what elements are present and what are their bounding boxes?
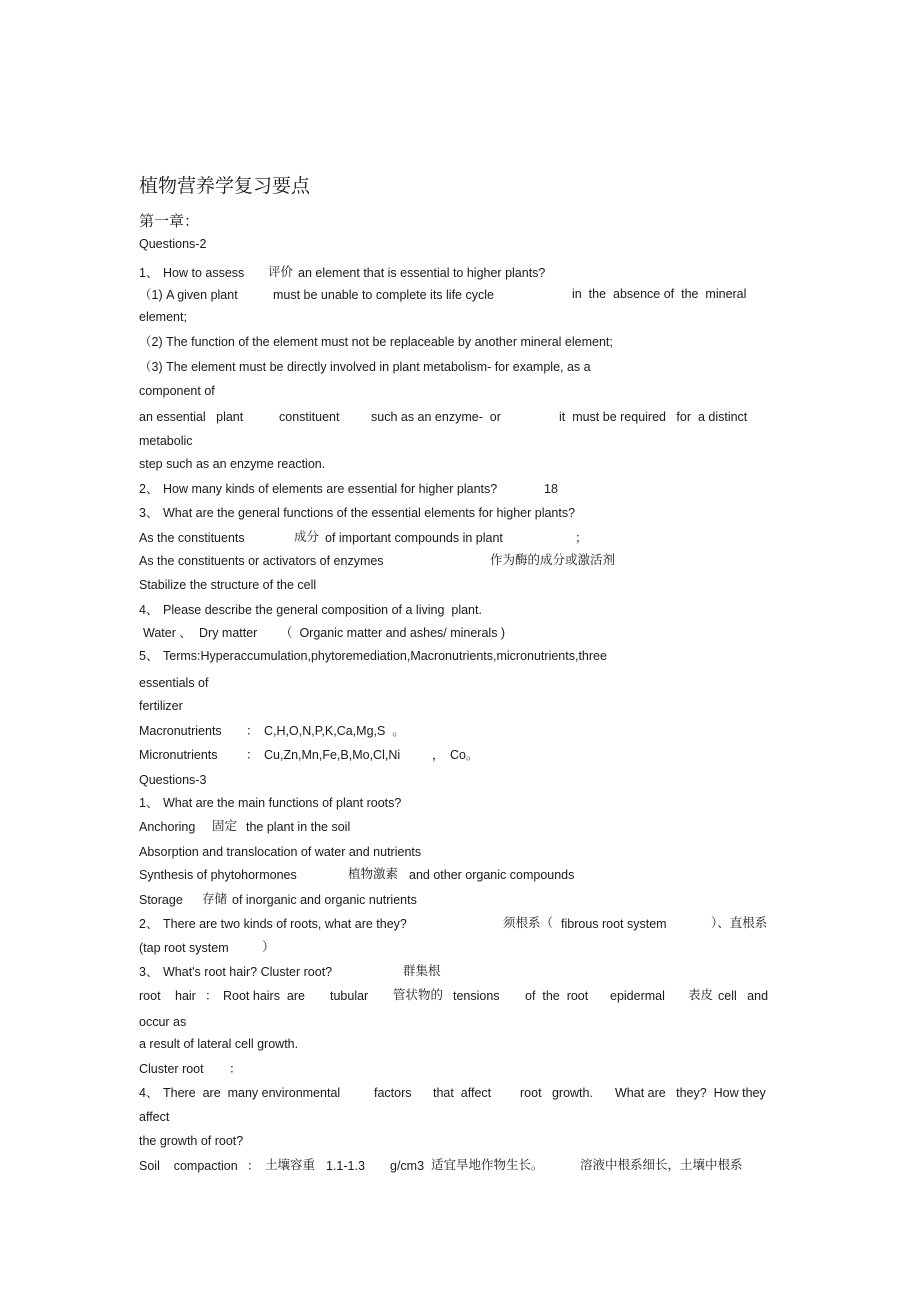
answer-text: in the absence of the mineral: [572, 287, 747, 301]
separator: ：: [229, 1062, 242, 1076]
answer-text: constituent: [279, 410, 340, 424]
answer-label: Cluster root: [139, 1062, 204, 1076]
chinese-gloss: 植物激素: [348, 866, 399, 881]
answer-text: epidermal: [610, 989, 665, 1003]
question-text: What are the main functions of plant roots?: [163, 796, 402, 810]
question-text: that affect: [433, 1086, 492, 1100]
answer-text: Dry matter: [199, 626, 258, 640]
separator: ：: [247, 1159, 260, 1173]
answer-text: step such as an enzyme reaction.: [139, 457, 326, 471]
separator: ，: [432, 748, 445, 762]
question-text: What's root hair? Cluster root?: [163, 965, 333, 979]
answer-text: ）: [262, 939, 275, 954]
answer-text: the plant in the soil: [246, 820, 351, 834]
answer-text: （2) The function of the element must not be replaceable by another mineral element;: [139, 335, 613, 349]
answer-label: Micronutrients: [139, 748, 218, 762]
answer-text: of inorganic and organic nutrients: [232, 893, 417, 907]
answer-text: a result of lateral cell growth.: [139, 1037, 299, 1051]
answer-text: tensions: [453, 989, 500, 1003]
answer-text: occur as: [139, 1015, 187, 1029]
question-number: 4、: [139, 1086, 159, 1100]
chinese-gloss: 作为酶的成分或激活剂: [490, 552, 616, 567]
answer-text: it must be required for a distinct: [559, 410, 748, 424]
question-text: root growth.: [520, 1086, 593, 1100]
doc-title: 植物营养学复习要点: [139, 175, 311, 197]
question-text: fertilizer: [139, 699, 183, 713]
answer-label: Macronutrients: [139, 724, 222, 738]
answer-text: Storage: [139, 893, 183, 907]
answer-text: 1.1-1.3: [326, 1159, 365, 1173]
answer-label: Soil compaction: [139, 1159, 238, 1173]
question-text: affect: [139, 1110, 170, 1124]
answer-text: As the constituents or activators of enzymes: [139, 554, 384, 568]
answer-text: root: [139, 989, 161, 1003]
chapter-heading: 第一章：: [139, 212, 200, 230]
question-text: Please describe the general composition of a living plant.: [163, 603, 482, 617]
answer-text: of the root: [525, 989, 589, 1003]
answer-text: hair: [175, 989, 196, 1003]
chinese-gloss: 溶液中根系细长，土壤中根系: [580, 1157, 743, 1172]
question-text: the growth of root?: [139, 1134, 244, 1148]
chinese-gloss: 土壤容重: [265, 1157, 316, 1172]
answer-text: Co。: [450, 748, 479, 762]
question-text: What are the general functions of the essential elements for higher plants?: [163, 506, 576, 520]
question-text: How to assess: [163, 266, 245, 280]
chinese-gloss: 须根系（: [503, 915, 554, 930]
answer-text: must be unable to complete its life cycle: [273, 288, 494, 302]
question-number: 5、: [139, 649, 159, 663]
answer-text: As the constituents: [139, 531, 245, 545]
separator: ：: [246, 724, 259, 738]
answer-text: Anchoring: [139, 820, 196, 834]
chinese-gloss: 适宜旱地作物生长。: [431, 1157, 544, 1172]
answer-text: g/cm3: [390, 1159, 425, 1173]
question-number: 2、: [139, 917, 159, 931]
section-header-q2: Questions-2: [139, 237, 207, 251]
answer-text: such as an enzyme- or: [371, 410, 501, 424]
question-text: There are two kinds of roots, what are they?: [163, 917, 407, 931]
chinese-gloss: 群集根: [403, 963, 441, 978]
section-header-q3: Questions-3: [139, 773, 207, 787]
answer-text: an essential plant: [139, 410, 244, 424]
answer-text: Synthesis of phytohormones: [139, 868, 297, 882]
question-text: factors: [374, 1086, 412, 1100]
question-number: 2、: [139, 482, 159, 496]
answer-text: Water 、: [143, 626, 192, 640]
question-number: 1、: [139, 266, 159, 280]
chinese-gloss: 管状物的: [393, 987, 444, 1002]
answer-text: tubular: [330, 989, 369, 1003]
answer-text: （1) A given plant: [139, 288, 238, 302]
answer-text: element;: [139, 310, 187, 324]
answer-text: C,H,O,N,P,K,Ca,Mg,S 。: [264, 724, 405, 738]
question-number: 3、: [139, 506, 159, 520]
question-text: Terms:Hyperaccumulation,phytoremediation,Macronutrients,micronutrients,three: [163, 649, 607, 663]
answer-text: and other organic compounds: [409, 868, 575, 882]
answer-text: 18: [544, 482, 558, 496]
separator: ：: [246, 748, 259, 762]
answer-text: Cu,Zn,Mn,Fe,B,Mo,Cl,Ni: [264, 748, 401, 762]
chinese-gloss: 存储: [202, 891, 228, 906]
answer-text: of important compounds in plant: [325, 531, 503, 545]
chinese-gloss: 固定: [212, 818, 238, 833]
answer-text: Stabilize the structure of the cell: [139, 578, 317, 592]
answer-text: cell and: [718, 989, 769, 1003]
answer-text: （3) The element must be directly involved in plant metabolism- for example, as a: [139, 360, 591, 374]
answer-text: fibrous root system: [561, 917, 667, 931]
question-number: 3、: [139, 965, 159, 979]
chinese-gloss: 表皮: [688, 987, 714, 1002]
chinese-gloss: 评价: [268, 264, 294, 279]
question-text: There are many environmental: [163, 1086, 341, 1100]
answer-text: (tap root system: [139, 941, 229, 955]
answer-text: component of: [139, 384, 215, 398]
chinese-gloss: 成分: [294, 529, 320, 544]
chinese-gloss: ）、直根系: [711, 915, 768, 930]
answer-text: ；: [575, 531, 588, 545]
question-number: 1、: [139, 796, 159, 810]
question-text: an element that is essential to higher plants?: [298, 266, 546, 280]
answer-text: （ Organic matter and ashes/ minerals ): [280, 626, 506, 640]
separator: ：: [205, 989, 218, 1003]
question-text: How many kinds of elements are essential for higher plants?: [163, 482, 498, 496]
answer-text: metabolic: [139, 434, 193, 448]
question-number: 4、: [139, 603, 159, 617]
question-text: What are they? How they: [615, 1086, 766, 1100]
question-text: essentials of: [139, 676, 209, 690]
answer-text: Root hairs are: [223, 989, 305, 1003]
answer-text: Absorption and translocation of water and nutrients: [139, 845, 422, 859]
